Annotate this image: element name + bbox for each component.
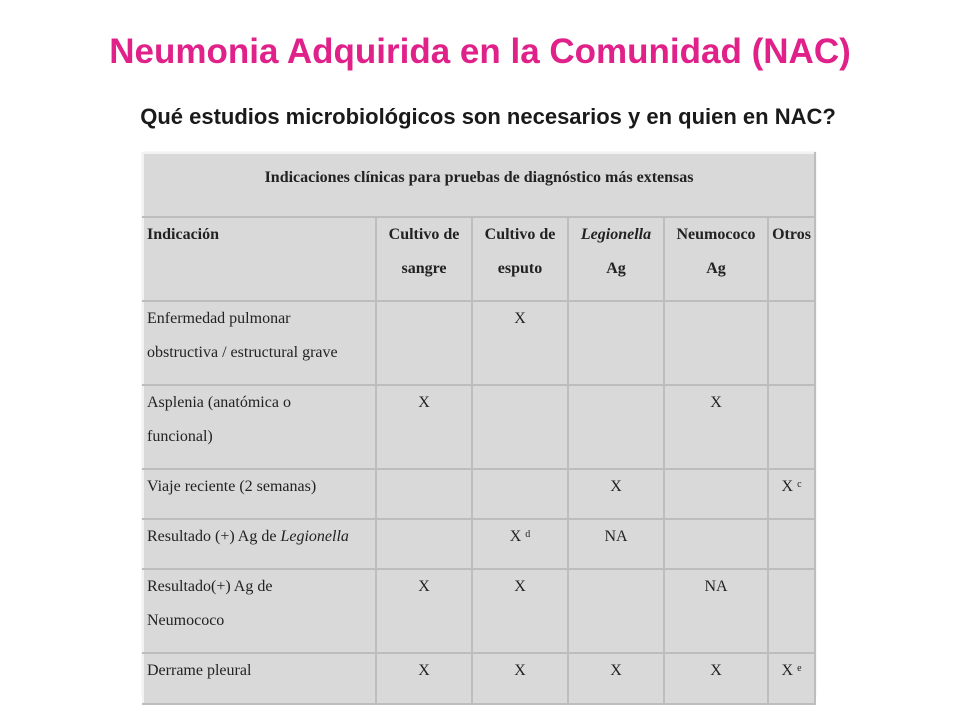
table-row [143,569,815,653]
header-legionella: Legionella Ag [568,217,664,301]
cell-legionella [568,385,664,469]
cell-esputo [472,469,568,519]
table-row [143,653,815,704]
cell-esputo: X $^d$ [472,519,568,569]
cell-legionella [568,569,664,653]
cell-otros: X $^c$ [768,469,815,519]
cell-legionella: X [568,653,664,704]
cell-neumococo: X [664,653,768,704]
cell-sangre: X [376,385,472,469]
cell-neumococo [664,519,768,569]
indications-table-image [142,152,814,695]
cell-indicacion: Resultado (+) Ag de Legionella [143,519,376,569]
table-row [143,519,815,569]
table-row [143,385,815,469]
cell-otros: X $^e$ [768,653,815,704]
cell-otros [768,301,815,385]
cell-indicacion: Enfermedad pulmonar obstructiva / estructural grave [143,301,376,385]
cell-esputo [472,385,568,469]
cell-neumococo: NA [664,569,768,653]
cell-neumococo: X [664,385,768,469]
cell-sangre: X [376,569,472,653]
table-caption: Indicaciones clínicas para pruebas de diagnóstico más extensas [143,153,815,217]
cell-sangre [376,469,472,519]
header-cultivo-sangre: Cultivo de sangre [376,217,472,301]
header-neumococo: Neumococo Ag [664,217,768,301]
header-cultivo-esputo: Cultivo de esputo [472,217,568,301]
cell-legionella [568,301,664,385]
cell-neumococo [664,469,768,519]
cell-esputo: X [472,301,568,385]
footnote-d: d [525,529,531,540]
cell-indicacion: Viaje reciente (2 semanas) [143,469,376,519]
header-indicacion: Indicación [143,217,376,301]
table-row [143,469,815,519]
cell-otros [768,569,815,653]
cell-sangre: X [376,653,472,704]
cell-esputo: X [472,653,568,704]
cell-sangre [376,301,472,385]
cell-esputo: X [472,569,568,653]
indications-table [142,152,816,705]
cell-otros [768,519,815,569]
cell-legionella: NA [568,519,664,569]
slide-subtitle: Qué estudios microbiológicos son necesarios y en quien en NAC? [140,104,836,129]
cell-legionella: X [568,469,664,519]
slide-title: Neumonia Adquirida en la Comunidad (NAC) [109,32,851,71]
table-row [143,301,815,385]
cell-sangre [376,519,472,569]
footnote-e: e [797,663,802,674]
cell-neumococo [664,301,768,385]
cell-indicacion: Asplenia (anatómica o funcional) [143,385,376,469]
cell-indicacion: Derrame pleural [143,653,376,704]
table-header-row [143,217,815,301]
header-otros: Otros [768,217,815,301]
footnote-c: c [797,479,802,490]
cell-indicacion: Resultado(+) Ag de Neumococo [143,569,376,653]
cell-otros [768,385,815,469]
